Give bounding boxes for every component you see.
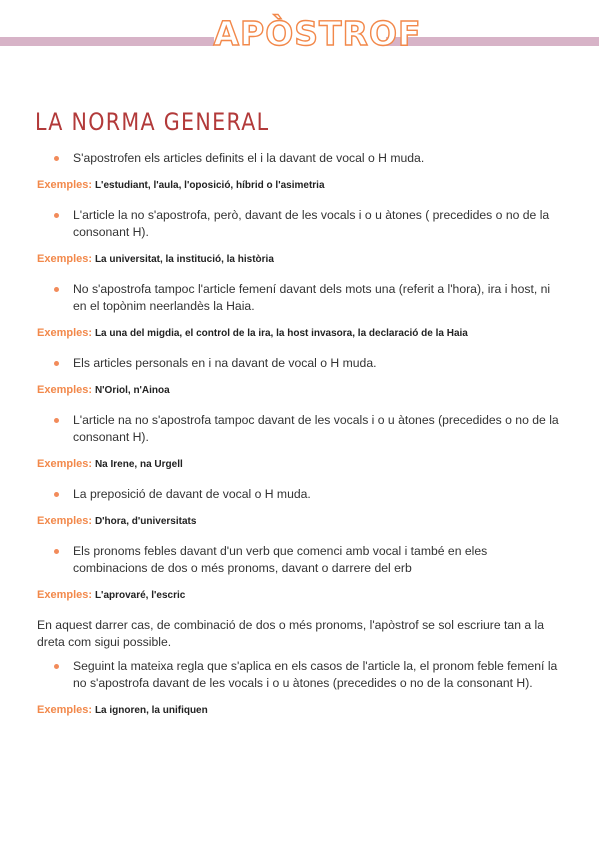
bullet-icon: [54, 418, 59, 423]
example-label: Exemples:: [37, 179, 93, 191]
example-text: L'estudiant, l'aula, l'oposició, híbrid o l'asimetria: [94, 180, 325, 191]
example-text: La universitat, la institució, la història: [94, 254, 274, 265]
rule-text: No s'apostrofa tampoc l'article femení davant dels mots una (referit a l'hora), ira i host, ni en el topònim neerlandès la Haia.: [73, 282, 551, 313]
rule-item: [37, 150, 561, 167]
example-label: Exemples:: [37, 704, 93, 716]
example-text: La ignoren, la unifiquen: [94, 705, 208, 716]
rule-text: Seguint la mateixa regla que s'aplica en els casos de l'article la, el pronom feble femení la no s'apostrofa davant de les vocals i o u àtones (precedides o no de la consonant H).: [73, 659, 558, 690]
example-line: [37, 703, 561, 718]
example-text: N'Oriol, n'Ainoa: [94, 385, 170, 396]
example-line: [37, 383, 561, 398]
example-label: Exemples:: [37, 458, 93, 470]
example-label: Exemples:: [37, 515, 93, 527]
example-line: [37, 178, 561, 193]
example-text: Na Irene, na Urgell: [94, 459, 183, 470]
example-text: D'hora, d'universitats: [94, 516, 197, 527]
rule-item: [37, 412, 561, 446]
bullet-icon: [54, 156, 59, 161]
rule-text: Els articles personals en i na davant de vocal o H muda.: [73, 356, 377, 370]
rule-item: [37, 658, 561, 692]
rule-text: L'article la no s'apostrofa, però, davant de les vocals i o u àtones ( precedides o no de la consonant H).: [73, 208, 550, 239]
example-label: Exemples:: [37, 384, 93, 396]
bullet-icon: [54, 664, 59, 669]
example-line: [37, 514, 561, 529]
bullet-icon: [54, 287, 59, 292]
rule-item: [37, 543, 561, 577]
rule-text: Els pronoms febles davant d'un verb que comenci amb vocal i també en eles combinacions de dos o més pronoms, davant o darrere del erb: [73, 544, 488, 575]
bullet-icon: [54, 492, 59, 497]
bullet-icon: [54, 549, 59, 554]
rule-text: La preposició de davant de vocal o H muda.: [73, 487, 311, 501]
example-line: [37, 457, 561, 472]
rule-item: [37, 207, 561, 241]
example-line: [37, 326, 561, 341]
rule-text: L'article na no s'apostrofa tampoc davant de les vocals i o u àtones (precedides o no de la consonant H).: [73, 413, 559, 444]
section-heading: LA NORMA GENERAL: [35, 108, 270, 136]
example-line: [37, 588, 561, 603]
example-label: Exemples:: [37, 327, 93, 339]
example-line: [37, 252, 561, 267]
rule-text: S'apostrofen els articles definits el i la davant de vocal o H muda.: [73, 151, 425, 165]
example-text: La una del migdia, el control de la ira, la host invasora, la declaració de la Haia: [94, 328, 468, 339]
example-label: Exemples:: [37, 589, 93, 601]
example-label: Exemples:: [37, 253, 93, 265]
example-text: L'aprovaré, l'escric: [94, 590, 186, 601]
document-body: [37, 150, 561, 732]
bullet-icon: [54, 213, 59, 218]
rule-item: [37, 355, 561, 372]
rule-item: [37, 486, 561, 503]
rule-item: [37, 281, 561, 315]
bullet-icon: [54, 361, 59, 366]
body-paragraph: En aquest darrer cas, de combinació de dos o més pronoms, l'apòstrof se sol escriure tan a la dreta com sigui possible.: [37, 618, 545, 649]
document-title: APÒSTROF: [213, 14, 422, 53]
